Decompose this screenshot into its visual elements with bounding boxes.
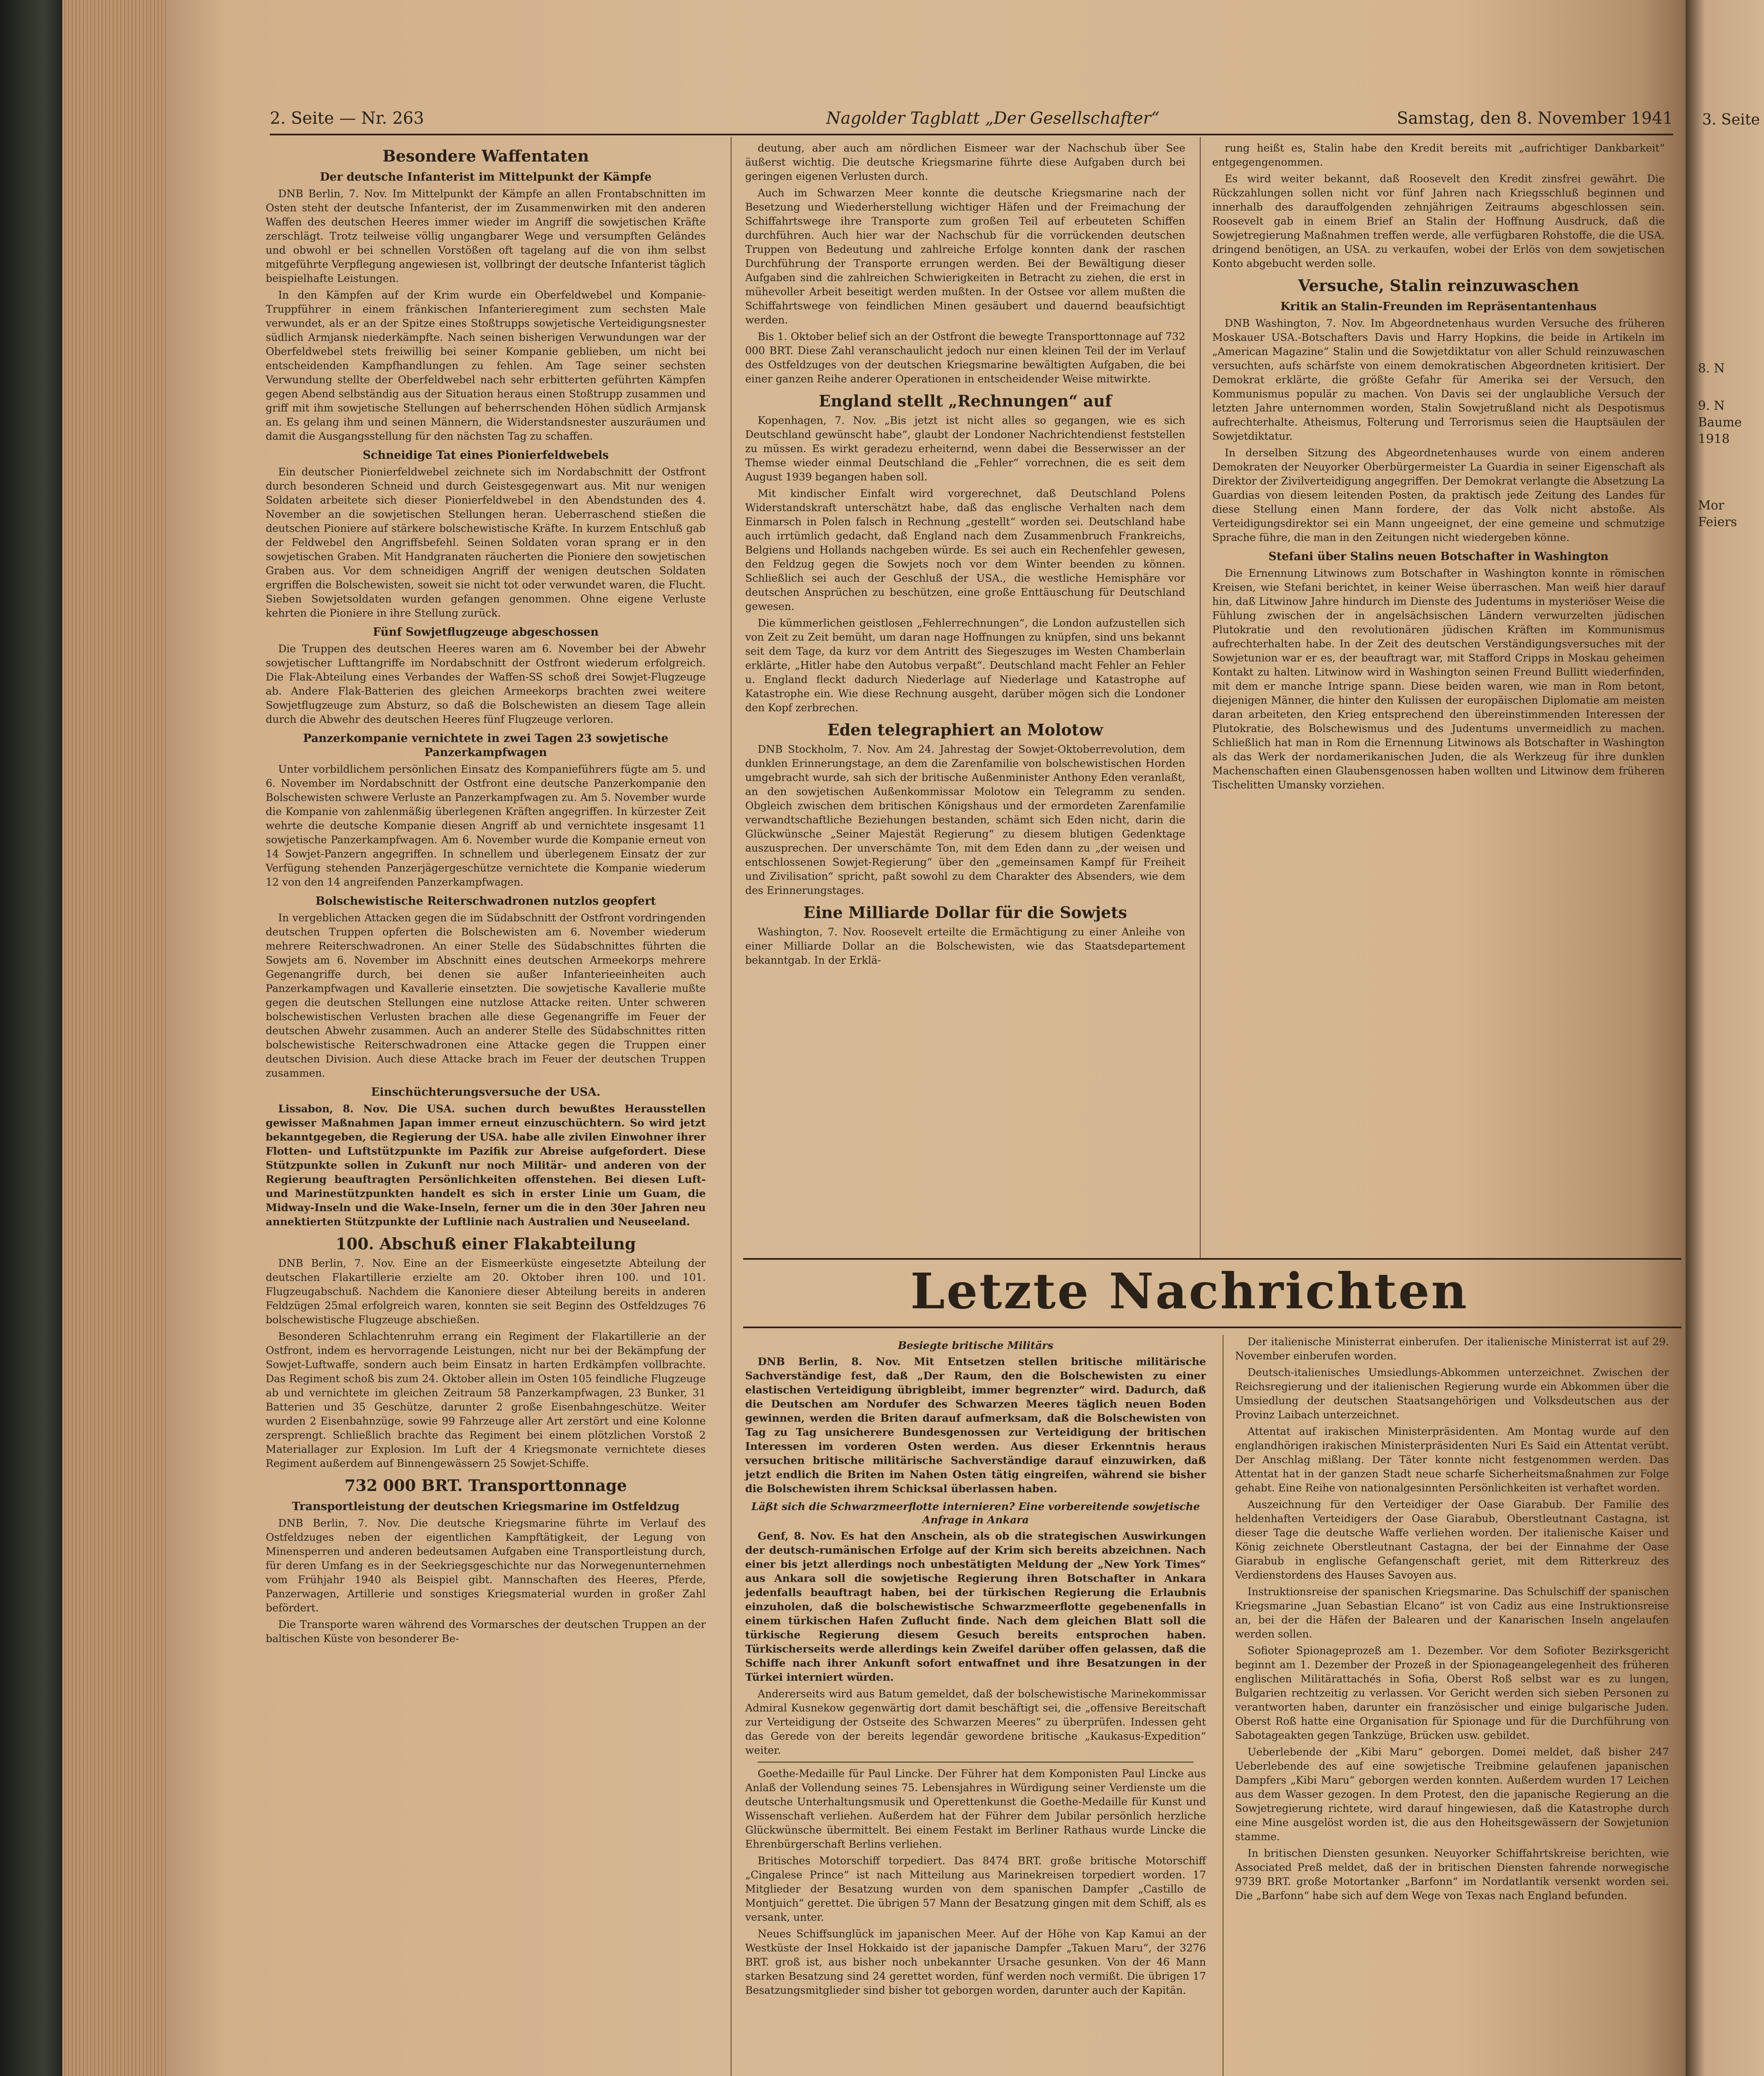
- subhead-transportleistung: Transportleistung der deutschen Kriegsmarine im Ostfeldzug: [292, 1500, 680, 1513]
- page-header: [270, 109, 1673, 135]
- article-paragraph: rung heißt es, Stalin habe den Kredit bereits mit „aufrichtiger Dankbarkeit“ entgegengenommen.: [1212, 142, 1665, 168]
- article-paragraph: In vergeblichen Attacken gegen die im Südabschnitt der Ostfront vordringenden deutschen Truppen opferten die Bolschewisten am 6. November wiederum mehrere Reiterschwadronen. An einer Stelle des Südabschnittes führten die Sowjets am 6. November im Abschnitt eines deutschen Armeekorps mehrere Gegenangriffe durch, bei denen sie außer Infanterieeinheiten auch Panzerkampfwagen und Kavallerie einsetzten. Die sowjetische Kavallerie mußte gegen die deutschen Stellungen eine nutzlose Attacke reiten. Unter schweren bolschewistischen Verlusten brachen alle diese Gegenangriffe im Feuer der deutschen Abwehr zusammen. Auch an anderer Stelle des Südabschnittes ritten bolschewistische Reiterschwadronen eine Attacke gegen die Truppen einer deutschen Division. Auch diese Attacke brach im Feuer der deutschen Truppen zusammen.: [266, 912, 706, 1079]
- news-item: Ueberlebende der „Kibi Maru“ geborgen. Domei meldet, daß bisher 247 Ueberlebende des auf eine sowjetische Treibmine gelaufenen japanischen Dampfers „Kibi Maru“ geborgen werden konnten. Außerdem wurden 17 Leichen aus dem Wasser gezogen. In dem Protest, den die japanische Regierung an die Sowjetregierung richtete, wird darauf hingewiesen, daß die Katastrophe durch eine Mine ausgelöst worden ist, die aus den Hoheitsgewässern der Sowjetunion stamme.: [1235, 1746, 1669, 1843]
- article-paragraph: Bis 1. Oktober belief sich an der Ostfront die bewegte Transporttonnage auf 732 000 BRT. Diese Zahl veranschaulicht jedoch nur einen kleinen Teil der im Verlauf des Ostfeldzuges von der deutschen Kriegsmarine bewältigten Aufgaben, die bei einer ganzen Reihe anderer Operationen in entscheidender Weise mitwirkte.: [745, 330, 1185, 385]
- article-paragraph: In derselben Sitzung des Abgeordnetenhauses wurde von einem anderen Demokraten der Neuyorker Oberbürgermeister La Guardia in seiner Eigenschaft als Direktor der Zivilverteidigung angegriffen. Der Demokrat verlangte die Absetzung La Guardias von diesem leitenden Posten, da praktisch jede Zeitung des Landes für diese Stellung einen Mann fordere, der das Volk nicht abstoße. Als Verteidigungsdirektor sei ein Mann ungeeignet, der eine gemeine und schmutzige Sprache führe, die man in den Zeitungen nicht wiedergeben könne.: [1212, 447, 1665, 543]
- column-divider: [731, 137, 732, 2076]
- article-paragraph: deutung, aber auch am nördlichen Eismeer war der Nachschub über See äußerst wichtig. Die deutsche Kriegsmarine führte diese Aufgaben durch bei geringen eigenen Verlusten durch.: [745, 142, 1185, 182]
- next-page-edge: [1686, 0, 1764, 2076]
- news-item: Instruktionsreise der spanischen Kriegsmarine. Das Schulschiff der spanischen Kriegsmarine „Juan Sebastian Elcano“ ist von Cadiz aus eine Instruktionsreise an, bei der die Häfen der Balearen und der Kanarischen Inseln angelaufen werden sollen.: [1235, 1586, 1669, 1640]
- banner-rule-bottom: [743, 1327, 1681, 1328]
- article-paragraph: Unter vorbildlichem persönlichen Einsatz des Kompanieführers fügte am 5. und 6. November im Nordabschnitt der Ostfront eine deutsche Panzerkompanie den Bolschewisten schwere Verluste an Panzerkampfwagen zu. Am 5. November wurde die Kompanie von zahlenmäßig überlegenen Kräften angegriffen. In kürzester Zeit wehrte die deutsche Kompanie diesen Angriff ab und vernichtete insgesamt 11 sowjetische Panzerkampfwagen. Am 6. November wurde die Kompanie erneut von 14 Sowjet-Panzern angegriffen. In schnellem und überlegenem Einsatz der zur Verfügung stehenden Panzerjägergeschütze vernichtete die Kompanie wiederum 12 von den 14 angreifenden Panzerkampfwagen.: [266, 763, 706, 888]
- next-page-header: 3. Seite: [1702, 111, 1760, 128]
- book-binding: [0, 0, 62, 2076]
- column-3: [1212, 141, 1665, 1254]
- news-item: In britischen Diensten gesunken. Neuyorker Schiffahrtskreise berichten, wie Associated Preß meldet, daß der in britischen Diensten fahrende norwegische 9739 BRT. große Motortanker „Barfonn“ im Nordatlantik versenkt worden sei. Die „Barfonn“ habe sich auf dem Wege von Texas nach England befunden.: [1235, 1847, 1669, 1902]
- paper-name: Nagolder Tagblatt „Der Gesellschafter“: [826, 109, 1160, 128]
- article-paragraph: Die kümmerlichen geistlosen „Fehlerrechnungen“, die London aufzustellen sich von Zeit zu Zeit bemüht, um daran nage Hoffnungen zu knüpfen, sind uns bekannt seit dem Tage, da kurz vor dem Antritt des Siegeszuges im Westen Chamberlain erklärte, „Hitler habe den Autobus verpaßt“. Deutschland macht Fehler an Fehler u. England fleckt dadurch Niederlage auf Niederlage und Katastrophe auf Katastrophe ein. Wie diese Rechnung ausgeht, darüber mögen sich die Londoner den Kopf zerbrechen.: [745, 617, 1185, 714]
- headline-eden-molotow: Eden telegraphiert an Molotow: [827, 720, 1103, 739]
- subhead-repraesentantenhaus: Kritik an Stalin-Freunden im Repräsentantenhaus: [1280, 300, 1597, 313]
- page-number: 2. Seite — Nr. 263: [270, 109, 424, 128]
- article-paragraph: DNB Berlin, 8. Nov. Mit Entsetzen stellen britische militärische Sachverständige fest, daß „Der Raum, den die Bolschewisten zu einer elastischen Verteidigung übrigbleibt, immer begrenzter“ wird. Dadurch, daß die Deutschen am Nordufer des Schwarzen Meeres täglich neuen Boden gewinnen, werden die Briten darauf aufmerksam, daß die Bolschewisten von Tag zu Tag unsicherere Bundesgenossen zur Verteidigung der britischen Interessen im vorderen Osten werden. Aus dieser Erkenntnis heraus versuchen britische militärische Sachverständige darauf einzuwirken, daß jetzt endlich die Briten im Nahen Osten tätig eingreifen, während sie bisher die Bolschewisten ihrem Schicksal überlassen haben.: [745, 1356, 1206, 1495]
- news-item: Sofioter Spionageprozeß am 1. Dezember. Vor dem Sofioter Bezirksgericht beginnt am 1. Dezember der Prozeß in der Spionageangelegenheit des früheren englischen Militärattachés in Sofia, Oberst Roß selbst war es zu lungen, Bulgarien rechtzeitig zu verlassen. Vor Gericht werden sich sieben Personen zu verantworten haben, darunter ein französischer und einige bulgarische Juden. Oberst Roß hatte eine Organisation für Spionage und für die Durchführung von Sabotageakten gegen Tankzüge, Brücken usw. gebildet.: [1235, 1645, 1669, 1741]
- article-paragraph: Es wird weiter bekannt, daß Roosevelt den Kredit zinsfrei gewährt. Die Rückzahlungen sollen nicht vor fünf Jahren nach Kriegsschluß beginnen und innerhalb des darauffolgenden zehnjährigen Zeitraums abgeschlossen sein. Roosevelt gab in einem Brief an Stalin der Hoffnung Ausdruck, daß die Sowjetregierung Maßnahmen treffen werde, alle verfügbaren Rohstoffe, die die USA. dringend benötigen, an USA. zu verkaufen, wobei der Erlös von dem sowjetischen Konto abgebucht werden solle.: [1212, 173, 1665, 269]
- article-paragraph: Washington, 7. Nov. Roosevelt erteilte die Ermächtigung zu einer Anleihe von einer Milliarde Dollar an die Bolschewisten, wie das Staatsdepartement bekanntgab. In der Erklä-: [745, 926, 1185, 966]
- article-paragraph: DNB Berlin, 7. Nov. Die deutsche Kriegsmarine führte im Verlauf des Ostfeldzuges neben der eigentlichen Kampftätigkeit, der Legung von Minensperren und anderen bedeutsamen Aufgaben eine Transportleistung durch, für deren Umfang es in der Seekriegsgeschichte nur das Norwegenunternehmen vom Frühjahr 1940 als Beispiel gibt. Mannschaften des Heeres, Pferde, Panzerwagen, Artillerie und sonstiges Kriegsmaterial wurden in großer Zahl befördert.: [266, 1517, 706, 1614]
- next-page-fragment: Feiers: [1698, 515, 1737, 529]
- headline-besondere-waffentaten: Besondere Waffentaten: [382, 147, 589, 165]
- article-paragraph: Andererseits wird aus Batum gemeldet, daß der bolschewistische Marinekommissar Admiral Kusnekow gegenwärtig dort damit beschäftigt sei, die „offensive Bereitschaft zur Verteidigung der Ostseite des Schwarzen Meeres“ zu überprüfen. Indessen geht das Gerede von der bereits legendär gewordene britische „Kaukasus-Expedition“ weiter.: [745, 1688, 1206, 1756]
- article-paragraph: Die Truppen des deutschen Heeres waren am 6. November bei der Abwehr sowjetischer Lufttangriffe im Nordabschnitt der Ostfront wiederum erfolgreich. Die Flak-Abteilung eines Verbandes der Waffen-SS schoß drei Sowjet-Flugzeuge ab. Andere Flak-Batterien des gleichen Armeekorps brachten zwei weitere Sowjetflugzeuge zum Absturz, so daß die Bolschewisten an diesem Tage allein durch die Abwehr des deutschen Heeres fünf Flugzeuge verloren.: [266, 643, 706, 725]
- subhead-panzerkompanie: Panzerkompanie vernichtete in zwei Tagen 23 sowjetische Panzerkampfwagen: [303, 732, 668, 759]
- headline-england-rechnungen: England stellt „Rechnungen“ auf: [819, 392, 1112, 410]
- news-item: Der italienische Ministerrat einberufen. Der italienische Ministerrat ist auf 29. November einberufen worden.: [1235, 1336, 1669, 1362]
- article-paragraph: DNB Stockholm, 7. Nov. Am 24. Jahrestag der Sowjet-Oktoberrevolution, dem dunklen Erinnerungstage, an dem die Zarenfamilie von bolschewistischen Horden umgebracht wurde, sah sich der britische Außenminister Anthony Eden veranlaßt, an den sowjetischen Außenkommissar Molotow ein Telegramm zu senden. Obgleich zwischen dem britischen Königshaus und der ermordeten Zarenfamilie verwandtschaftliche Beziehungen bestanden, schämt sich Eden nicht, darin die Glückwünsche „Seiner Majestät Regierung“ zu diesem blutigen Gedenktage auszusprechen. Der unverschämte Ton, mit dem Eden dann zu „der weisen und entschlossenen Sowjet-Regierung“ über den „gemeinsamen Kampf für Freiheit und Zivilisation“ spricht, paßt sowohl zu dem Charakter des Absenders, wie dem des Erinnerungstages.: [745, 743, 1185, 896]
- article-paragraph: Mit kindischer Einfalt wird vorgerechnet, daß Deutschland Polens Widerstandskraft unterschätzt habe, daß das englische Verhalten nach dem Einmarsch in Polen falsch in Rechnung „gestellt“ worden sei. Deutschland habe auch irrtümlich gedacht, daß England nach dem Zusammenbruch Frankreichs, Belgiens und Hollands nachgeben würde. Es sei auch ein Rechenfehler gewesen, den Feldzug gegen die Sowjets noch vor dem Winter beenden zu können. Schließlich sei auch der Geschluß der USA., die westliche Hemisphäre vor deutschen Ansprüchen zu beschützen, eine große Enttäuschung für Deutschland gewesen.: [745, 487, 1185, 612]
- next-page-fragment: Baume: [1698, 415, 1742, 430]
- issue-date: Samstag, den 8. November 1941: [1397, 109, 1673, 128]
- article-paragraph: Auch im Schwarzen Meer konnte die deutsche Kriegsmarine nach der Besetzung und Wiederherstellung wichtiger Häfen und der Freimachung der Schiffahrtswege ihre Transporte zum großen Teil auf erbeuteten Schiffen durchführen. Auch hier war der Nachschub für die vorrückenden deutschen Truppen von Bedeutung und zahlreiche Erfolge konnten dank der raschen Durchführung der Transporte errungen werden. Bei der Bewältigung dieser Aufgaben sind die zahlreichen Schwierigkeiten in Betracht zu ziehen, die erst in mühevoller Arbeit beseitigt werden mußten. In der Ostsee vor allem mußten die Schiffahrtswege von feindlichen Minen gesäubert und dauernd beaufsichtigt werden.: [745, 187, 1185, 326]
- subhead-schwarzmeerflotte: Läßt sich die Schwarzmeerflotte internieren? Eine vorbereitende sowjetische Anfrage in Ankara: [751, 1501, 1200, 1526]
- subhead-infanterist: Der deutsche Infanterist im Mittelpunkt der Kämpfe: [320, 171, 652, 184]
- article-paragraph: Lissabon, 8. Nov. Die USA. suchen durch bewußtes Herausstellen gewisser Maßnahmen Japan immer erneut einzuschüchtern. So wird jetzt bekanntgegeben, die Regierung der USA. habe alle zivilen Einwohner ihrer Flotten- und Luftstützpunkte im Pazifik zur Abreise aufgefordert. Diese Stützpunkte sollen in Zukunft nur noch Militär- und anderen von der Regierung beauftragten Persönlichkeiten offenstehen. Bei diesen Luft- und Marinestützpunkten handelt es sich in erster Linie um Guam, die Midway-Inseln und die Wake-Inseln, ferner um die in den 30er Jahren neu annektierten Stützpunkte der Luftlinie nach Australien und Neuseeland.: [266, 1103, 706, 1228]
- subhead-pionierfeldwebel: Schneidige Tat eines Pionierfeldwebels: [362, 449, 609, 462]
- news-item: Britisches Motorschiff torpediert. Das 8474 BRT. große britische Motorschiff „Cingalese Prince“ ist nach Mitteilung aus Marinekreisen torpediert worden. 17 Mitglieder der Besatzung wurden von dem spanischen Dampfer „Castillo de Montjuich“ gerettet. Die übrigen 57 Mann der Besatzung gingen mit dem Schiff, als es versank, unter.: [745, 1855, 1206, 1923]
- article-paragraph: Die Ernennung Litwinows zum Botschafter in Washington konnte in römischen Kreisen, wie Stefani berichtet, in keiner Weise überraschen. Man weiß hier darauf hin, daß Litwinow Jahre hindurch im Dienste des Judentums in mysteriöser Weise die Fühlung zwischen der in angelsächsischen Ländern verwurzelten jüdischen Plutokratie und den revolutionären jüdischen Kräften im Kommunismus aufrechterhalten habe. In der Zeit des deutschen Verständigungsversuches mit der Sowjetunion war er es, der beauftragt war, mit Stafford Cripps in Moskau geheimen Kontakt zu halten. Litwinow wird in Washington seinen Freund Bullitt wiederfinden, mit dem er manche Intrige spann. Diese beiden waren, wie man in Rom betont, diejenigen Männer, die hinter den Kulissen der europäischen Diplomatie am meisten daran arbeiteten, den Krieg entsprechend den übereinstimmenden Interessen der Plutokratie, des Bolschewismus und des Judentums unvermeidlich zu machen. Schließlich hat man in Rom die Ernennung Litwinows als Botschafter in Washington als das Werk der nordamerikanischen Juden, die als Werkzeug für ihre dunklen Machenschaften einen Glaubensgenossen haben wollten und Litwinow dem früheren Tischelitten Umansky vorziehen.: [1212, 567, 1665, 791]
- article-paragraph: In den Kämpfen auf der Krim wurde ein Oberfeldwebel und Kompanie-Truppführer in einem fränkischen Infanterieregiment zum sechsten Male verwundet, als er an der Spitze eines Stoßtrupps sowjetische Verteidigungsnester südlich Armjansk niederkämpfte. Nach seinen bisherigen Verwundungen war der Oberfeldwebel stets freiwillig bei seiner Kompanie geblieben, um nicht bei entscheidenden Kampfhandlungen zu fehlen. Am Tage seiner sechsten Verwundung stellte der Oberfeldwebel nach sehr erbitterten geführten Kämpfen gegen Abend selbständig aus der Situation heraus einen Stoßtrupp zusammen und griff mit ihm sowjetische Stellungen auf beherrschenden Höhen südlich Armjansk an. Es gelang ihm und seinen Männern, die Widerstandsnester auszuräumen und damit die Ausgangsstellung für den nächsten Tag zu schaffen.: [266, 289, 706, 442]
- article-paragraph: Genf, 8. Nov. Es hat den Anschein, als ob die strategischen Auswirkungen der deutsch-rumänischen Erfolge auf der Krim sich bereits abzeichnen. Nach einer bis jetzt allerdings noch unbestätigten Meldung der „New York Times“ aus Ankara soll die sowjetische Regierung ihren Botschafter in Ankara jedenfalls beauftragt haben, bei der türkischen Regierung die Erlaubnis einzuholen, daß die bolschewistische Schwarzmeerflotte gegebenenfalls in einem türkischen Hafen Zuflucht finde. Nach dem gleichen Blatt soll die türkische Regierung diesem Gesuch bereits entsprochen haben. Türkischerseits werde allerdings kein Zweifel darüber offen gelassen, daß die Schiffe nach ihrer Ankunft sofort entwaffnet und ihre Besatzungen in der Türkei interniert würden.: [745, 1530, 1206, 1683]
- next-page-fragment: 9. N: [1698, 399, 1725, 413]
- article-paragraph: DNB Washington, 7. Nov. Im Abgeordnetenhaus wurden Versuche des früheren Moskauer USA.-Botschafters Davis und Harry Hopkins, die beide in Artikeln im „American Magazine“ Stalin und die Sowjetdiktatur von aller Schuld reinzuwaschen versuchten, aufs schärfste von einem demokratischen Abgeordneten kritisiert. Der Demokrat erklärte, die größte Gefahr für Amerika sei der Versuch, den Kommunismus populär zu machen. Von Davis sei der unglaubliche Versuch der letzten Jahre unternommen worden, Stalin Sowjetrußland nicht als Despotismus aufrechterhalte. Atheismus, Folterung und Terrorismus seien die Hauptsäulen der Sowjetdiktatur.: [1212, 317, 1665, 442]
- next-page-fragment: 1918: [1698, 432, 1730, 446]
- article-paragraph: DNB Berlin, 7. Nov. Eine an der Eismeerküste eingesetzte Abteilung der deutschen Flakartillerie erzielte am 20. Oktober ihren 100. und 101. Flugzeugabschuß. Nachdem die Kanoniere dieser Abteilung bereits in anderen Feldzügen 25mal erfolgreich waren, konnten sie seit Beginn des Ostfeldzuges 76 bolschewistische Flugzeuge abschießen.: [266, 1257, 706, 1326]
- letzte-nachrichten-banner: Letzte Nachrichten: [910, 1262, 1469, 1320]
- article-paragraph: Die Transporte waren während des Vormarsches der deutschen Truppen an der baltischen Küste von besonderer Be-: [266, 1618, 706, 1645]
- subhead-britische-militaers: Besiegte britische Militärs: [898, 1339, 1054, 1351]
- section-rule: [758, 1762, 1194, 1763]
- subhead-usa: Einschüchterungsversuche der USA.: [371, 1086, 601, 1099]
- next-page-fragment: Mor: [1698, 498, 1725, 513]
- news-item: Auszeichnung für den Verteidiger der Oase Giarabub. Der Familie des heldenhaften Verteidigers der Oase Giarabub, Oberstleutnant Castagna, ist dieser Tage die deutsche Waffe verliehen worden. Der italienische Kaiser und König zeichnete Oberstleutnant Castagna, der bei der Einnahme der Oase Giarabub in englische Gefangenschaft geriet, mit dem Ritterkreuz des Verdienstordens des Hauses Savoyen aus.: [1235, 1498, 1669, 1581]
- column-2: [745, 141, 1185, 1254]
- news-item: Neues Schiffsunglück im japanischen Meer. Auf der Höhe von Kap Kamui an der Westküste der Insel Hokkaido ist der japanische Dampfer „Takuen Maru“, der 3276 BRT. groß ist, aus bisher noch unbekannter Ursache gesunken. Von der 46 Mann starken Besatzung sind 24 gerettet worden, fünf werden noch vermißt. Die übrigen 17 Besatzungsmitglieder sind bisher tot geborgen worden, darunter auch der Kapitän.: [745, 1928, 1206, 1996]
- headline-flakabteilung: 100. Abschuß einer Flakabteilung: [335, 1234, 636, 1253]
- news-item: Deutsch-italienisches Umsiedlungs-Abkommen unterzeichnet. Zwischen der Reichsregierung und der italienischen Regierung wurde ein Abkommen über die Umsiedlung der deutschen Staatsangehörigen und Volksdeutschen aus der Provinz Laibach unterzeichnet.: [1235, 1366, 1669, 1421]
- article-paragraph: Besonderen Schlachtenruhm errang ein Regiment der Flakartillerie an der Ostfront, indem es hervorragende Leistungen, nicht nur bei der Bekämpfung der Sowjet-Luftwaffe, sondern auch beim Einsatz in harten Erdkämpfen vollbrachte. Das Regiment schoß bis zum 24. Oktober allein im Osten 105 feindliche Flugzeuge ab und vernichtete im gleichen Zeitraum 58 Panzerkampfwagen, 23 Bunker, 31 Batterien und 35 Geschütze, darunter 2 große Eisenbahngeschütze. Weiter wurden 2 Eisenbahnzüge, sowie 99 Fahrzeuge aller Art zerstört und eine Kolonne zersprengt. Schließlich brachte das Regiment bei einem plötzlichen Vorstoß 2 Materiallager zur Explosion. Im Luft der 4 Kriegsmonate vernichtete dieses Regiment außerdem auf Binnengewässern 25 Sowjet-Schiffe.: [266, 1330, 706, 1469]
- column-divider: [1200, 137, 1201, 1258]
- article-paragraph: DNB Berlin, 7. Nov. Im Mittelpunkt der Kämpfe an allen Frontabschnitten im Osten steht der deutsche Infanterist, der im Zusammenwirken mit den anderen Waffen des deutschen Heeres immer wieder im Angriff die sowjetischen Kräfte zerschlägt. Trotz teilweise völlig ungangbarer Wege und versumpften Geländes und obwohl er bei schnellen Vorstößen oft tagelang auf die von ihm selbst mitgeführte Verpflegung angewiesen ist, vollbringt der deutsche Infanterist täglich beispielhafte Leistungen.: [266, 188, 706, 284]
- banner-rule-top: [743, 1258, 1681, 1260]
- article-paragraph: Ein deutscher Pionierfeldwebel zeichnete sich im Nordabschnitt der Ostfront durch besonderen Schneid und durch Geistesgegenwart aus. Mit nur wenigen Soldaten arbeitete sich dieser Pionierfeldwebel in den Abendstunden des 4. November an die sowjetischen Stellungen heran. Ueberraschend stießen die deutschen Pioniere auf stärkere bolschewistische Kräfte. In kurzem Entschluß gab der Feldwebel den Angriffsbefehl. Seinen Soldaten voran sprang er in den sowjetischen Graben. Mit Handgranaten räucherten die Pioniere den sowjetischen Graben aus. Vor dem schneidigen Angriff der wenigen deutschen Soldaten ergriffen die Bolschewisten, soweit sie nicht tot oder verwundet waren, die Flucht. Sieben Sowjetsoldaten wurden gefangen genommen. Ohne eigene Verluste kehrten die Pioniere in ihre Stellung zurück.: [266, 466, 706, 619]
- subhead-stefani: Stefani über Stalins neuen Botschafter in Washington: [1268, 550, 1609, 563]
- next-page-fragment: 8. N: [1698, 361, 1725, 376]
- column-1: [266, 141, 706, 2076]
- article-paragraph: Kopenhagen, 7. Nov. „Bis jetzt ist nicht alles so gegangen, wie es sich Deutschland gewünscht habe“, glaubt der Londoner Nachrichtendienst feststellen zu müssen. Es wirkt geradezu erheiternd, wenn dabei die Besserwisser an der Themse wieder einmal Deutschland die „Fehler“ vorrechnen, die es seit dem August 1939 begangen haben soll.: [745, 414, 1185, 483]
- page-stack-edge: [62, 0, 166, 2076]
- subhead-reiterschwadronen: Bolschewistische Reiterschwadronen nutzlos geopfert: [316, 895, 656, 908]
- letzte-nachrichten-left: [745, 1335, 1206, 2076]
- subhead-sowjetflugzeuge: Fünf Sowjetflugzeuge abgeschossen: [373, 626, 599, 639]
- headline-transporttonnage: 732 000 BRT. Transporttonnage: [344, 1476, 627, 1495]
- headline-milliarde-dollar: Eine Milliarde Dollar für die Sowjets: [803, 903, 1127, 922]
- headline-stalin-reinzuwaschen: Versuche, Stalin reinzuwaschen: [1298, 276, 1579, 295]
- news-item: Attentat auf irakischen Ministerpräsidenten. Am Montag wurde auf den englandhörigen irakischen Ministerpräsidenten Nuri Es Said ein Attentat verübt. Der Anschlag mißlang. Der Täter konnte nicht festgenommen werden. Das Attentat hat in der ganzen Stadt neue scharfe Sicherheitsmaßnahmen zur Folge gehabt. Eine Reihe von nationalgesinnten Persönlichkeiten ist verhaftet worden.: [1235, 1425, 1669, 1494]
- letzte-nachrichten-right: [1235, 1335, 1669, 2076]
- news-item: Goethe-Medaille für Paul Lincke. Der Führer hat dem Komponisten Paul Lincke aus Anlaß der Vollendung seines 75. Lebensjahres in Würdigung seiner Verdienste um die deutsche Unterhaltungsmusik und Operettenkunst die Goethe-Medaille für Kunst und Wissenschaft verliehen. Außerdem hat der Führer dem Jubilar persönlich herzliche Glückwünsche übermittelt. Bei einem Festakt im Berliner Rathaus wurde Lincke die Ehrenbürgerschaft Berlins verliehen.: [745, 1768, 1206, 1850]
